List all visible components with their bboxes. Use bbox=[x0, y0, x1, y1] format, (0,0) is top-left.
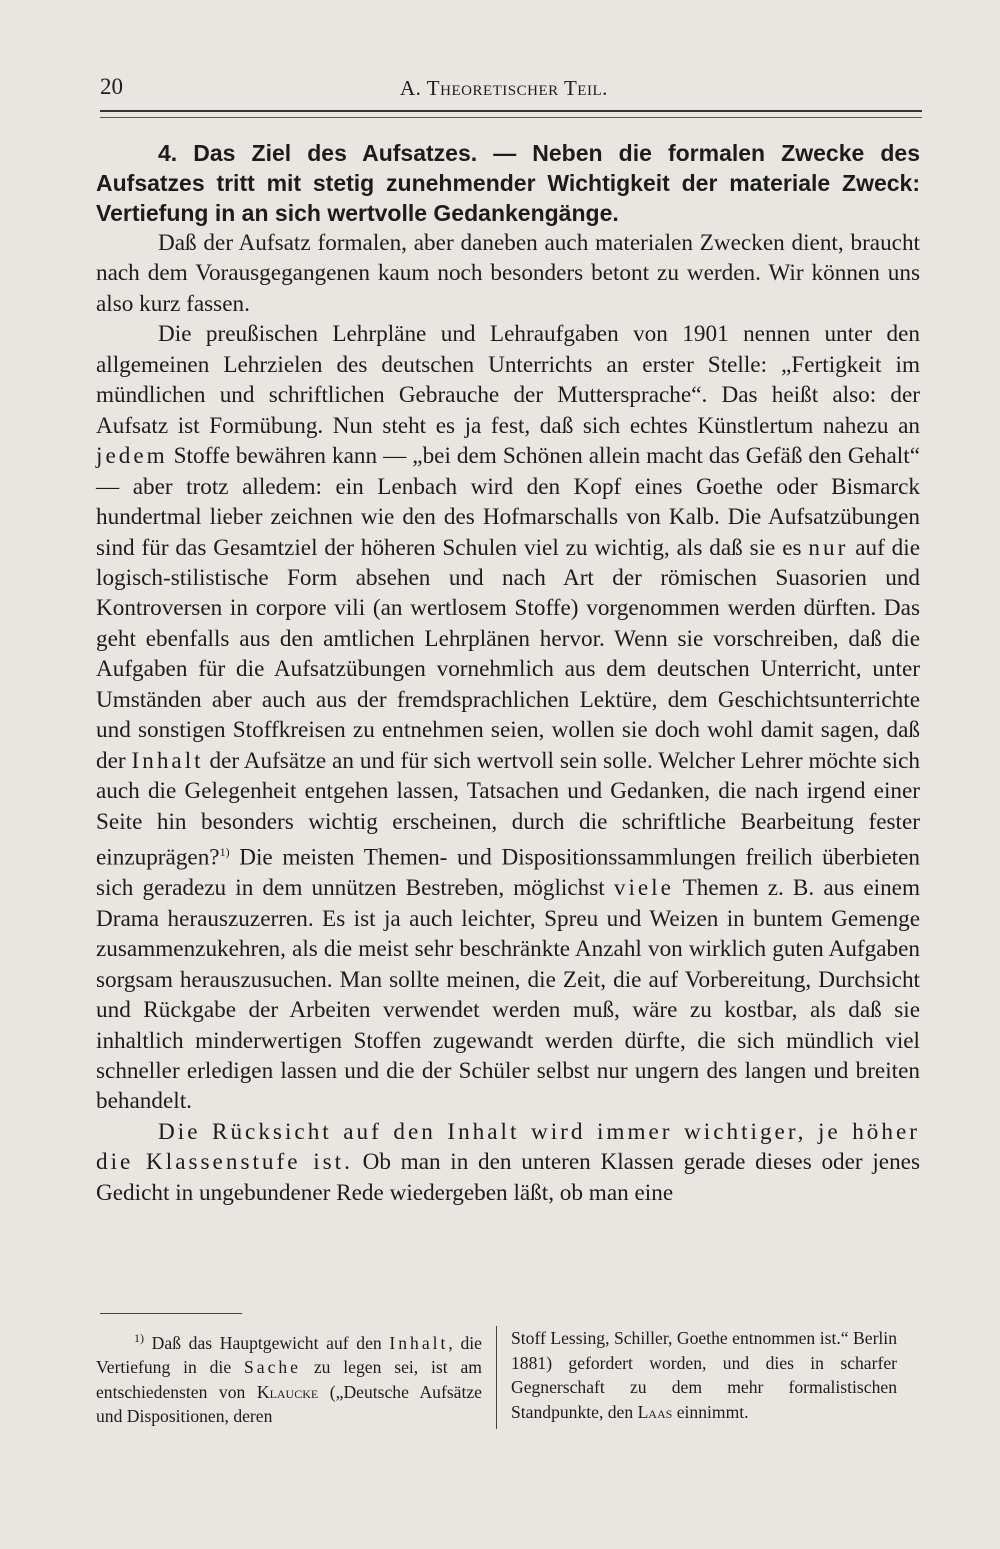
paragraph-3-text: Ob man in den unteren Klassen gerade dieses oder jenes Gedicht in ungebundener Rede wiedergeben läßt, ob man eine bbox=[96, 1149, 920, 1206]
header-rule-thick bbox=[100, 110, 922, 112]
footnote-text-a: Daß das Hauptgewicht auf den bbox=[144, 1332, 390, 1353]
footnote-spaced-sache: Sache bbox=[243, 1357, 301, 1378]
footnote-area bbox=[96, 1326, 920, 1429]
footnote-author-klaucke: Klaucke bbox=[256, 1381, 319, 1402]
footnote-column-left bbox=[96, 1326, 496, 1429]
paragraph-2-text-e: Die meisten Themen- und Dispositionssammlungen freilich überbieten sich geradezu in dem unnützen Bestreben, möglichst bbox=[96, 844, 920, 902]
footnote-text-right-a: Stoff Lessing, Schiller, Goethe entnommen ist.“ Berlin 1881) gefordert worden, und dies in scharfer Gegnerschaft zu dem mehr formalistischen Standpunkte, den bbox=[511, 1328, 897, 1422]
paragraph-2-text-c: auf die logisch-stilistische Form absehen und nach Art der römischen Suasorien und Kontroversen in corpore vili (an wertlosem Stoffe) vorgenommen werden dürften. Das geht ebenfalls aus den amtlichen Lehrplänen hervor. Wenn sie vorschreiben, daß die Aufgaben für die Aufsatzübungen vornehmlich aus dem deutschen Unterricht, unter Umständen aber auch aus der fremdsprachlichen Lektüre, dem Geschichtsunterrichte und sonstigen Stoffkreisen zu entnehmen seien, wollen sie doch wohl damit sagen, daß der bbox=[96, 534, 921, 774]
spaced-word-jedem: jedem bbox=[96, 443, 168, 470]
footnote-text-right-b: einnimmt. bbox=[672, 1401, 749, 1422]
running-title: A. Theoretischer Teil. bbox=[400, 76, 608, 100]
paragraph-2-text-d: der Aufsätze an und für sich wertvoll sein solle. Welcher Lehrer möchte sich auch die Gelegenheit entgehen lassen, Tatsachen und Gedanken, die nach irgend einer Seite hin besonders wichtig erscheinen, durch die schriftliche Bearbeitung fester einzuprägen? bbox=[96, 747, 921, 871]
footnote-text-d: („Deutsche Aufsätze und Dispositionen, deren bbox=[96, 1381, 482, 1427]
page-header bbox=[100, 74, 920, 108]
paragraph-2-text-f: Themen z. B. aus einem Drama herauszuzerren. Es ist ja auch leichter, Spreu und Weizen in buntem Gemenge zusammenzukehren, als die meist sehr beschränkte Anzahl von wirklich guten Aufgaben sorgsam herauszusuchen. Man sollte meinen, die Zeit, die auf Vorbereitung, Durchsicht und Rückgabe der Arbeiten verwendet werden muß, wäre zu kostbar, als daß sie inhaltlich minderwertigen Stoffen zugewandt werden dürfte, die sich mündlich viel schneller erledigen lassen und die der Schüler selbst nur ungern des langen und breiten behandelt. bbox=[96, 875, 921, 1115]
main-text bbox=[96, 138, 920, 1208]
spaced-word-inhalt: Inhalt bbox=[131, 747, 204, 774]
header-rule-thin bbox=[100, 117, 922, 118]
footnote-author-laas: Laas bbox=[637, 1401, 673, 1422]
spaced-word-nur: nur bbox=[808, 534, 849, 561]
footnote-text-b: , die Vertiefung in die bbox=[96, 1332, 482, 1378]
paragraph-3-spaced-sentence: Die Rücksicht auf den Inhalt wird immer wichtiger, je höher die Klassenstufe ist. bbox=[96, 1118, 920, 1176]
paragraph-2-text-b: Stoffe bewähren kann — „bei dem Schönen allein macht das Gefäß den Gehalt“ — aber trotz alledem: ein Lenbach wird den Kopf eines Goethe oder Bismarck hundertmal lieber zeichnen wie den des Hofmarschalls von Kalb. Die Aufsatzübungen sind für das Gesamtziel der höheren Schulen viel zu wichtig, als daß sie es bbox=[96, 443, 920, 561]
paragraph-3 bbox=[96, 1117, 920, 1208]
footnote-rule bbox=[100, 1313, 242, 1314]
footnote-marker: 1) bbox=[134, 1331, 144, 1345]
footnote-reference[interactable]: 1) bbox=[219, 845, 230, 860]
paragraph-2 bbox=[96, 319, 920, 1117]
spaced-word-viele: viele bbox=[613, 875, 674, 902]
section-heading: 4. Das Ziel des Aufsatzes. — Neben die formalen Zwecke des Aufsatzes tritt mit stetig zunehmender Wichtigkeit der materiale Zweck: Vertiefung in an sich wertvolle Gedankengänge. bbox=[96, 140, 920, 226]
footnote-column-right bbox=[496, 1326, 897, 1429]
footnote-text-c: zu legen sei, ist am entschiedensten von bbox=[96, 1357, 482, 1402]
paragraph-2-text-a: Die preußischen Lehrpläne und Lehraufgaben von 1901 nennen unter den allgemeinen Lehrzielen des deutschen Unterrichts an erster Stelle: „Fertigkeit im mündlichen und schriftlichen Gebrauche der Muttersprache“. Das heißt also: der Aufsatz ist Formübung. Nun steht es ja fest, daß sich echtes Künstlertum nahezu an bbox=[96, 321, 920, 439]
paragraph-1: Daß der Aufsatz formalen, aber daneben auch materialen Zwecken dient, braucht nach dem Vorausgegangenen kaum noch besonders betont zu werden. Wir können uns also kurz fassen. bbox=[96, 230, 920, 317]
page-number: 20 bbox=[100, 74, 123, 99]
footnote-spaced-inhalt: Inhalt bbox=[389, 1332, 449, 1353]
